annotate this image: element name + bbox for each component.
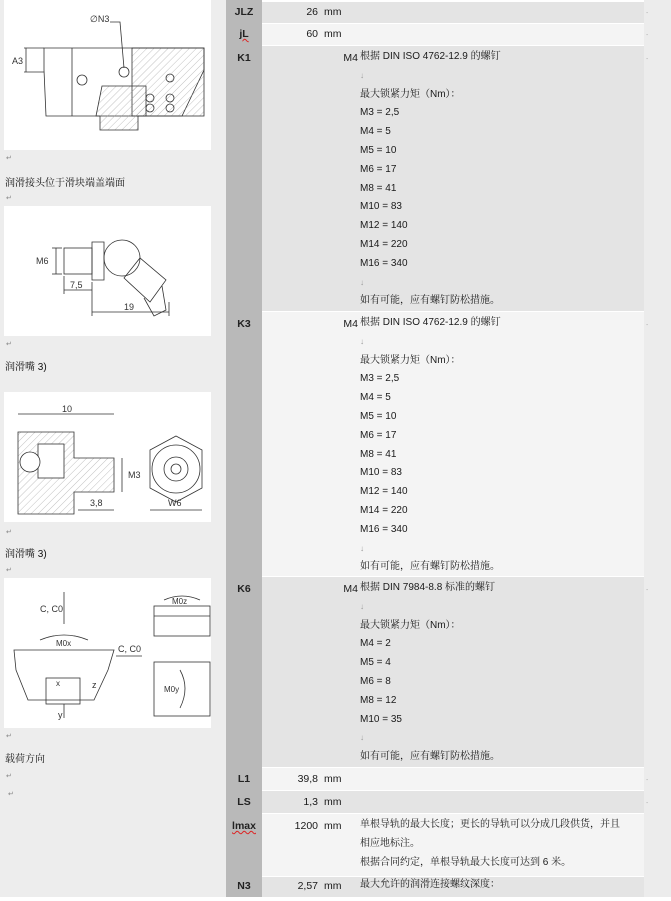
- row-value: M4: [343, 583, 358, 595]
- svg-text:M0x: M0x: [56, 639, 72, 648]
- svg-text:y: y: [58, 710, 63, 720]
- cell-end-mark: ⸳: [646, 31, 648, 38]
- table-row-k3: [237, 312, 648, 576]
- grease-nipple-straight-drawing: [4, 392, 211, 522]
- paragraph-mark: ↵: [6, 341, 12, 348]
- row-unit: mm: [324, 796, 342, 808]
- svg-text:M6: M6: [36, 256, 49, 266]
- row-label: JLZ: [234, 6, 254, 18]
- svg-text:z: z: [92, 680, 97, 690]
- svg-text:C, C0: C, C0: [40, 604, 64, 614]
- svg-text:W6: W6: [168, 498, 182, 508]
- row-unit: mm: [324, 880, 342, 892]
- row-description: 根据 DIN ISO 4762-12.9 的螺钉 ↓ 最大锁紧力矩（Nm）： M3 = 2,5 M4 = 5 M5 = 10 M6 = 17 M8 = 41 M10 = 83 M12 = 140 M14 = 220 M16 = 340 ↓ 如有可能，应有螺钉防松措施。: [360, 51, 501, 307]
- figure-caption-lube-connector: 润滑接头位于滑块端盖端面: [5, 178, 125, 189]
- cell-end-mark: ⸳: [646, 9, 648, 16]
- svg-text:x: x: [56, 679, 60, 688]
- cell-end-mark: ⸳: [646, 586, 648, 593]
- figure-lube-connector: [4, 0, 211, 150]
- figure-caption-load-directions: 载荷方向: [5, 754, 45, 765]
- svg-text:C, C0: C, C0: [118, 644, 142, 654]
- row-label: LS: [237, 796, 251, 808]
- figure-caption-grease-nipple-straight: 润滑嘴 3): [5, 549, 47, 560]
- paragraph-mark: ↵: [8, 791, 14, 798]
- figure-grease-nipple-straight: [4, 392, 211, 522]
- paragraph-mark: ↵: [6, 733, 12, 740]
- svg-text:M0y: M0y: [164, 685, 180, 694]
- cell-end-mark: ⸳: [646, 776, 648, 783]
- svg-text:19: 19: [124, 302, 135, 312]
- grease-nipple-angled-drawing: [4, 206, 211, 336]
- row-label: lmax: [232, 820, 256, 832]
- svg-text:7,5: 7,5: [70, 280, 83, 290]
- row-description: 单根导轨的最大长度；更长的导轨可以分成几段供货，并且 相应地标注。 根据合同约定，单根导轨最大长度可达到 6 米。: [360, 819, 620, 868]
- cell-end-mark: ⸳: [646, 321, 648, 328]
- row-description: 根据 DIN ISO 4762-12.9 的螺钉 ↓ 最大锁紧力矩（Nm）： M3 = 2,5 M4 = 5 M5 = 10 M6 = 17 M8 = 41 M10 = 83 M12 = 140 M14 = 220 M16 = 340 ↓ 如有可能，应有螺钉防松措施。: [360, 317, 501, 573]
- svg-text:M0z: M0z: [172, 597, 188, 606]
- table-row-jlz: [234, 2, 648, 23]
- paragraph-mark: ↵: [6, 195, 12, 202]
- table-row-l1: [237, 768, 648, 790]
- row-description: 最大允许的润滑连接螺纹深度：: [360, 879, 500, 890]
- table-row-k6: [237, 577, 648, 767]
- row-label: L1: [237, 773, 251, 785]
- svg-text:∅N3: ∅N3: [90, 14, 110, 24]
- row-value: 60: [306, 28, 318, 40]
- cell-end-mark: ⸳: [646, 55, 648, 62]
- paragraph-mark: ↵: [6, 155, 12, 162]
- row-label: N3: [237, 880, 251, 892]
- row-label: jL: [239, 28, 249, 40]
- row-label: K1: [237, 52, 251, 64]
- figure-column: [0, 0, 226, 897]
- cell-end-mark: ⸳: [646, 799, 648, 806]
- row-unit: mm: [324, 6, 342, 18]
- row-value: 1200: [294, 820, 318, 832]
- paragraph-mark: ↵: [6, 773, 12, 780]
- row-label: K6: [237, 583, 251, 595]
- table-row-n3: [237, 877, 644, 897]
- row-description: 根据 DIN 7984-8.8 标准的螺钉 ↓ 最大锁紧力矩（Nm）： M4 = 2 M5 = 4 M6 = 8 M8 = 12 M10 = 35 ↓ 如有可能，应有螺钉防松措施。: [360, 582, 500, 763]
- load-directions-drawing: [4, 578, 211, 728]
- table-row-lmax: [232, 814, 644, 876]
- paragraph-mark: ↵: [6, 567, 12, 574]
- row-value: M4: [343, 52, 358, 64]
- svg-text:3,8: 3,8: [90, 498, 103, 508]
- row-value: 39,8: [297, 773, 318, 785]
- row-value: 1,3: [303, 796, 318, 808]
- row-label: K3: [237, 318, 251, 330]
- lube-connector-drawing: [4, 0, 211, 150]
- table-row-jl: [239, 24, 648, 45]
- svg-text:10: 10: [62, 404, 73, 414]
- row-value: M4: [343, 318, 358, 330]
- svg-text:A3: A3: [12, 56, 24, 66]
- row-unit: mm: [324, 820, 342, 832]
- row-unit: mm: [324, 28, 342, 40]
- figure-caption-grease-nipple-angled: 润滑嘴 3): [5, 362, 47, 373]
- table-row-ls: [237, 791, 648, 813]
- parameter-label-column: [226, 0, 262, 897]
- row-value: 2,57: [297, 880, 318, 892]
- table-row-k1: [237, 46, 648, 311]
- row-value: 26: [306, 6, 318, 18]
- svg-text:M3: M3: [128, 470, 141, 480]
- row-unit: mm: [324, 773, 342, 785]
- paragraph-mark: ↵: [6, 529, 12, 536]
- figure-grease-nipple-angled: [4, 206, 211, 336]
- figure-load-directions: [4, 578, 211, 728]
